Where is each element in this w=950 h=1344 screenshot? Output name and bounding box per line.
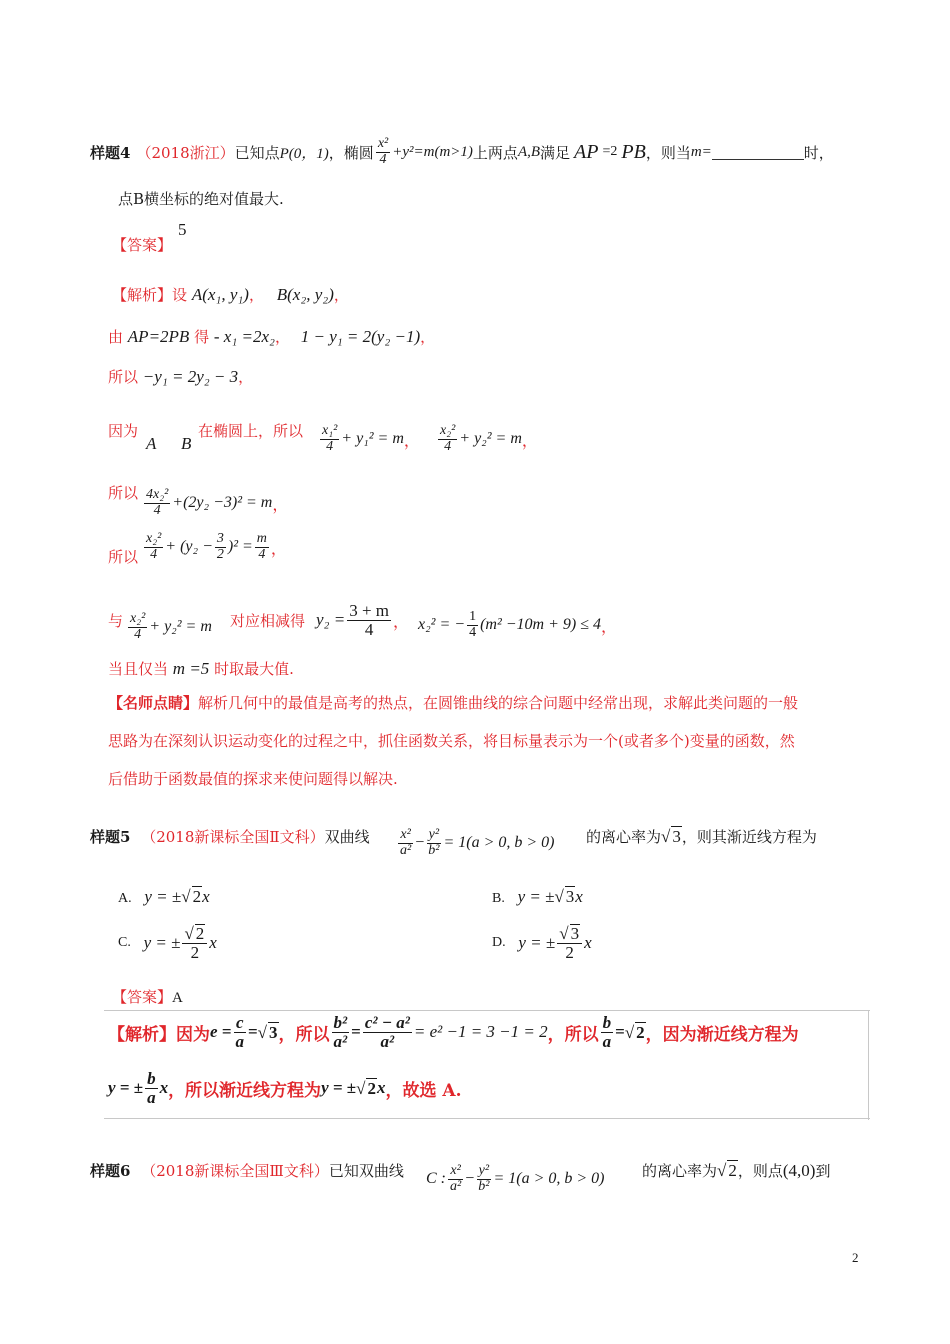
q4-answer-blank	[712, 145, 804, 160]
q4-analysis-line1: 【解析】设 A(x₁, y₁)， B(x₂, y₂)，	[112, 285, 349, 304]
q4-vector-pb: PB	[621, 140, 646, 163]
q4-a7-yu: 与	[108, 612, 124, 630]
q4-line2: 点B横坐标的绝对值最大.	[118, 190, 284, 208]
q4-stem-d: 满足	[540, 143, 571, 162]
q5-answer-label: 【答案】	[112, 988, 173, 1006]
q4-a7-text: 对应相减得	[230, 612, 306, 630]
q4-answer-value: 5	[178, 220, 187, 239]
q4-a1-set: 设	[172, 286, 188, 304]
q5-analysis-box-bottom	[104, 1118, 870, 1119]
q5-option-a[interactable]: A. y = ±√ 2x	[118, 887, 210, 906]
q6-stem-b: 的离心率为	[642, 1162, 718, 1180]
q5-stem-c: ，则其渐近线方程为	[681, 828, 817, 846]
q5-stem-a: 双曲线	[324, 828, 370, 846]
q5-option-c[interactable]: C. y = ± $\frac{√ 2}{2}$ x	[118, 924, 217, 962]
q4-a1-point-b: B(x₂, y₂)	[276, 285, 334, 304]
q5-stem-left	[90, 826, 370, 847]
q4-a8-a: 当且仅当	[108, 660, 169, 678]
q5-option-b[interactable]: B. y = ±√ 3x	[492, 887, 583, 906]
q4-answer-row	[112, 234, 172, 255]
q4-tip-line3: 后借助于函数最值的探求来使问题得以解决.	[108, 770, 398, 788]
q4-analysis-label: 【解析】	[112, 286, 173, 304]
q4-tip-line1: 【名师点睛】解析几何中的最值是高考的热点，在圆锥曲线的综合问题中经常出现，求解此类问题的一般	[108, 694, 799, 712]
q4-vector-ap: AP	[574, 140, 599, 163]
q4-a3-eq: −y₁ = 2y₂ − 3	[142, 367, 239, 386]
page-number: 2	[852, 1250, 859, 1265]
q4-ellipse-fraction: $\frac{\text{x²}}{4}$	[377, 135, 389, 167]
q5-analysis-box-top	[104, 1010, 870, 1011]
q4-a1-point-a: A(x₁, y₁)	[191, 285, 249, 304]
q6-label: 样题6	[90, 1162, 131, 1180]
q6-stem-c: ，则点	[737, 1162, 783, 1180]
q4-tip-label: 【名师点睛】	[108, 694, 199, 712]
q5-analysis-box-right	[868, 1010, 869, 1120]
q4-a4-point-a: A	[146, 434, 157, 453]
q4-a3-suoyi: 所以	[108, 368, 139, 386]
q5-answer-row	[112, 986, 183, 1007]
q4-a2-de: 得	[194, 328, 210, 346]
q5-stem-b: 的离心率为	[586, 828, 662, 846]
q4-a5-eq: $\frac{\text{4x₂²}}{4}$ +(2y₂ −3)² = m ，	[146, 487, 289, 518]
q5-answer-value: A	[172, 990, 183, 1006]
q4-a8-b: 时取最大值.	[214, 660, 294, 678]
q4-analysis-line8	[108, 658, 294, 679]
q5-analysis-label: 【解析】	[108, 1024, 176, 1045]
q4-analysis-line2: 由 AP=2PB 得 - x₁ =2x₂， 1 − y₁ = 2(y₂ −1)，	[108, 327, 436, 346]
q4-a4-yinwei: 因为	[108, 422, 139, 440]
q4-tip-line2: 思路为在深刻认识运动变化的过程之中，抓住函数关系，将目标量表示为一个(或者多个)变量的函数，然	[108, 732, 795, 750]
q4-a6-eq: $\frac{\text{x₂²}}{4}$ + (y₂ − $\frac{3}{2}$ )² = $\frac{m}{4}$ ，	[146, 531, 287, 562]
q4-a2-eq2: 1 − y₁ = 2(y₂ −1)	[300, 327, 421, 346]
q4-stem-a: 已知点	[234, 143, 280, 162]
q5-ecc: √ 3	[661, 827, 681, 846]
q4-a2-you: 由	[108, 328, 124, 346]
q4-a7-x2-eq: x₂² = − $\frac{1}{4}$ (m² −10m + 9) ≤ 4 ，	[418, 609, 618, 640]
q6-stem-a: 已知双曲线	[328, 1162, 404, 1180]
q4-a2-eq1: - x₁ =2x₂	[213, 327, 275, 346]
q6-hyperbola-eq: C : $\frac{\text{x²}}{\text{a²}}$ − $\frac{\text{y²}}{\text{b²}}$ = 1(a > 0, b > 0)	[426, 1163, 605, 1194]
q4-stem-c: 上两点	[472, 143, 518, 162]
q5-analysis-line2: y = ± $\frac{b}{a}$ x ，所以渐近线方程为 y = ± √ 2 x ，故选 A.	[108, 1069, 462, 1107]
q6-stem-left	[90, 1160, 404, 1181]
q4-a5-suoyi: 所以	[108, 484, 139, 502]
q4-points-ab: A,B	[517, 143, 541, 160]
q4-label: 样题4	[90, 143, 131, 162]
q5-hyperbola-eq: $\frac{\text{x²}}{\text{a²}}$ − $\frac{\text{y²}}{\text{b²}}$ = 1(a > 0, b > 0)	[400, 827, 555, 858]
q4-answer-label: 【答案】	[112, 236, 173, 254]
q4-a4-point-b: B	[181, 434, 192, 453]
q4-stem-line	[90, 132, 834, 172]
q4-ellipse-rest: +y²=m(m>1)	[392, 143, 473, 160]
q6-stem-right	[642, 1160, 830, 1181]
q5-option-d[interactable]: D. y = ± $\frac{√ 3}{2}$ x	[492, 924, 592, 962]
q4-a4-ellipse-eq2: $\frac{\text{x₂²}}{4}$ + y₂² = m ，	[440, 423, 538, 454]
q4-eq2: =2	[602, 144, 618, 159]
q6-stem-d: 到	[815, 1162, 831, 1180]
q4-a2-vector-eq: AP=2PB	[127, 327, 190, 346]
q4-a7-ellipse-eq: $\frac{\text{x₂²}}{4}$ + y₂² = m	[130, 611, 212, 642]
q4-a6-suoyi: 所以	[108, 548, 139, 566]
q5-source: （2018新课标全国Ⅱ文科）	[141, 828, 325, 846]
q5-label: 样题5	[90, 828, 131, 846]
q6-source: （2018新课标全国Ⅲ文科）	[141, 1162, 329, 1180]
q5-analysis-line1: 【解析】 因为 e = $\frac{c}{a}$ = √ 3 ，所以 $\frac{\text{b²}}{\text{a²}}$ = $\frac{\text{c² − a²}}{\text{a²}}$ = e² −1 = 3 −1 = 2 ，所以 $\frac{b}{a}$ = √ 2 ，因为渐近线方程为	[108, 1013, 799, 1051]
q4-stem-f: 时，	[803, 143, 834, 162]
q4-a8-m: m =5	[172, 659, 210, 678]
q4-m-eq: m=	[690, 143, 712, 160]
q4-source: （2018浙江）	[136, 143, 235, 162]
q6-point: (4,0)	[782, 1160, 816, 1180]
q5-stem-right	[586, 826, 817, 847]
q4-a4-ellipse-eq1: $\frac{\text{x₁²}}{4}$ + y₁² = m ，	[322, 423, 420, 454]
q6-ecc: √ 2	[717, 1161, 737, 1180]
q4-a4-text: 在椭圆上，所以	[198, 422, 304, 440]
q4-point-p: P(0，1)	[279, 145, 329, 162]
q4-a7-y2-eq: y₂ = $\frac{3 + m}{4}$ ，	[316, 601, 410, 639]
q4-stem-e: ，则当	[645, 143, 691, 162]
q4-analysis-line3: 所以 −y₁ = 2y₂ − 3，	[108, 367, 254, 386]
q4-stem-b: ，椭圆	[328, 143, 374, 162]
